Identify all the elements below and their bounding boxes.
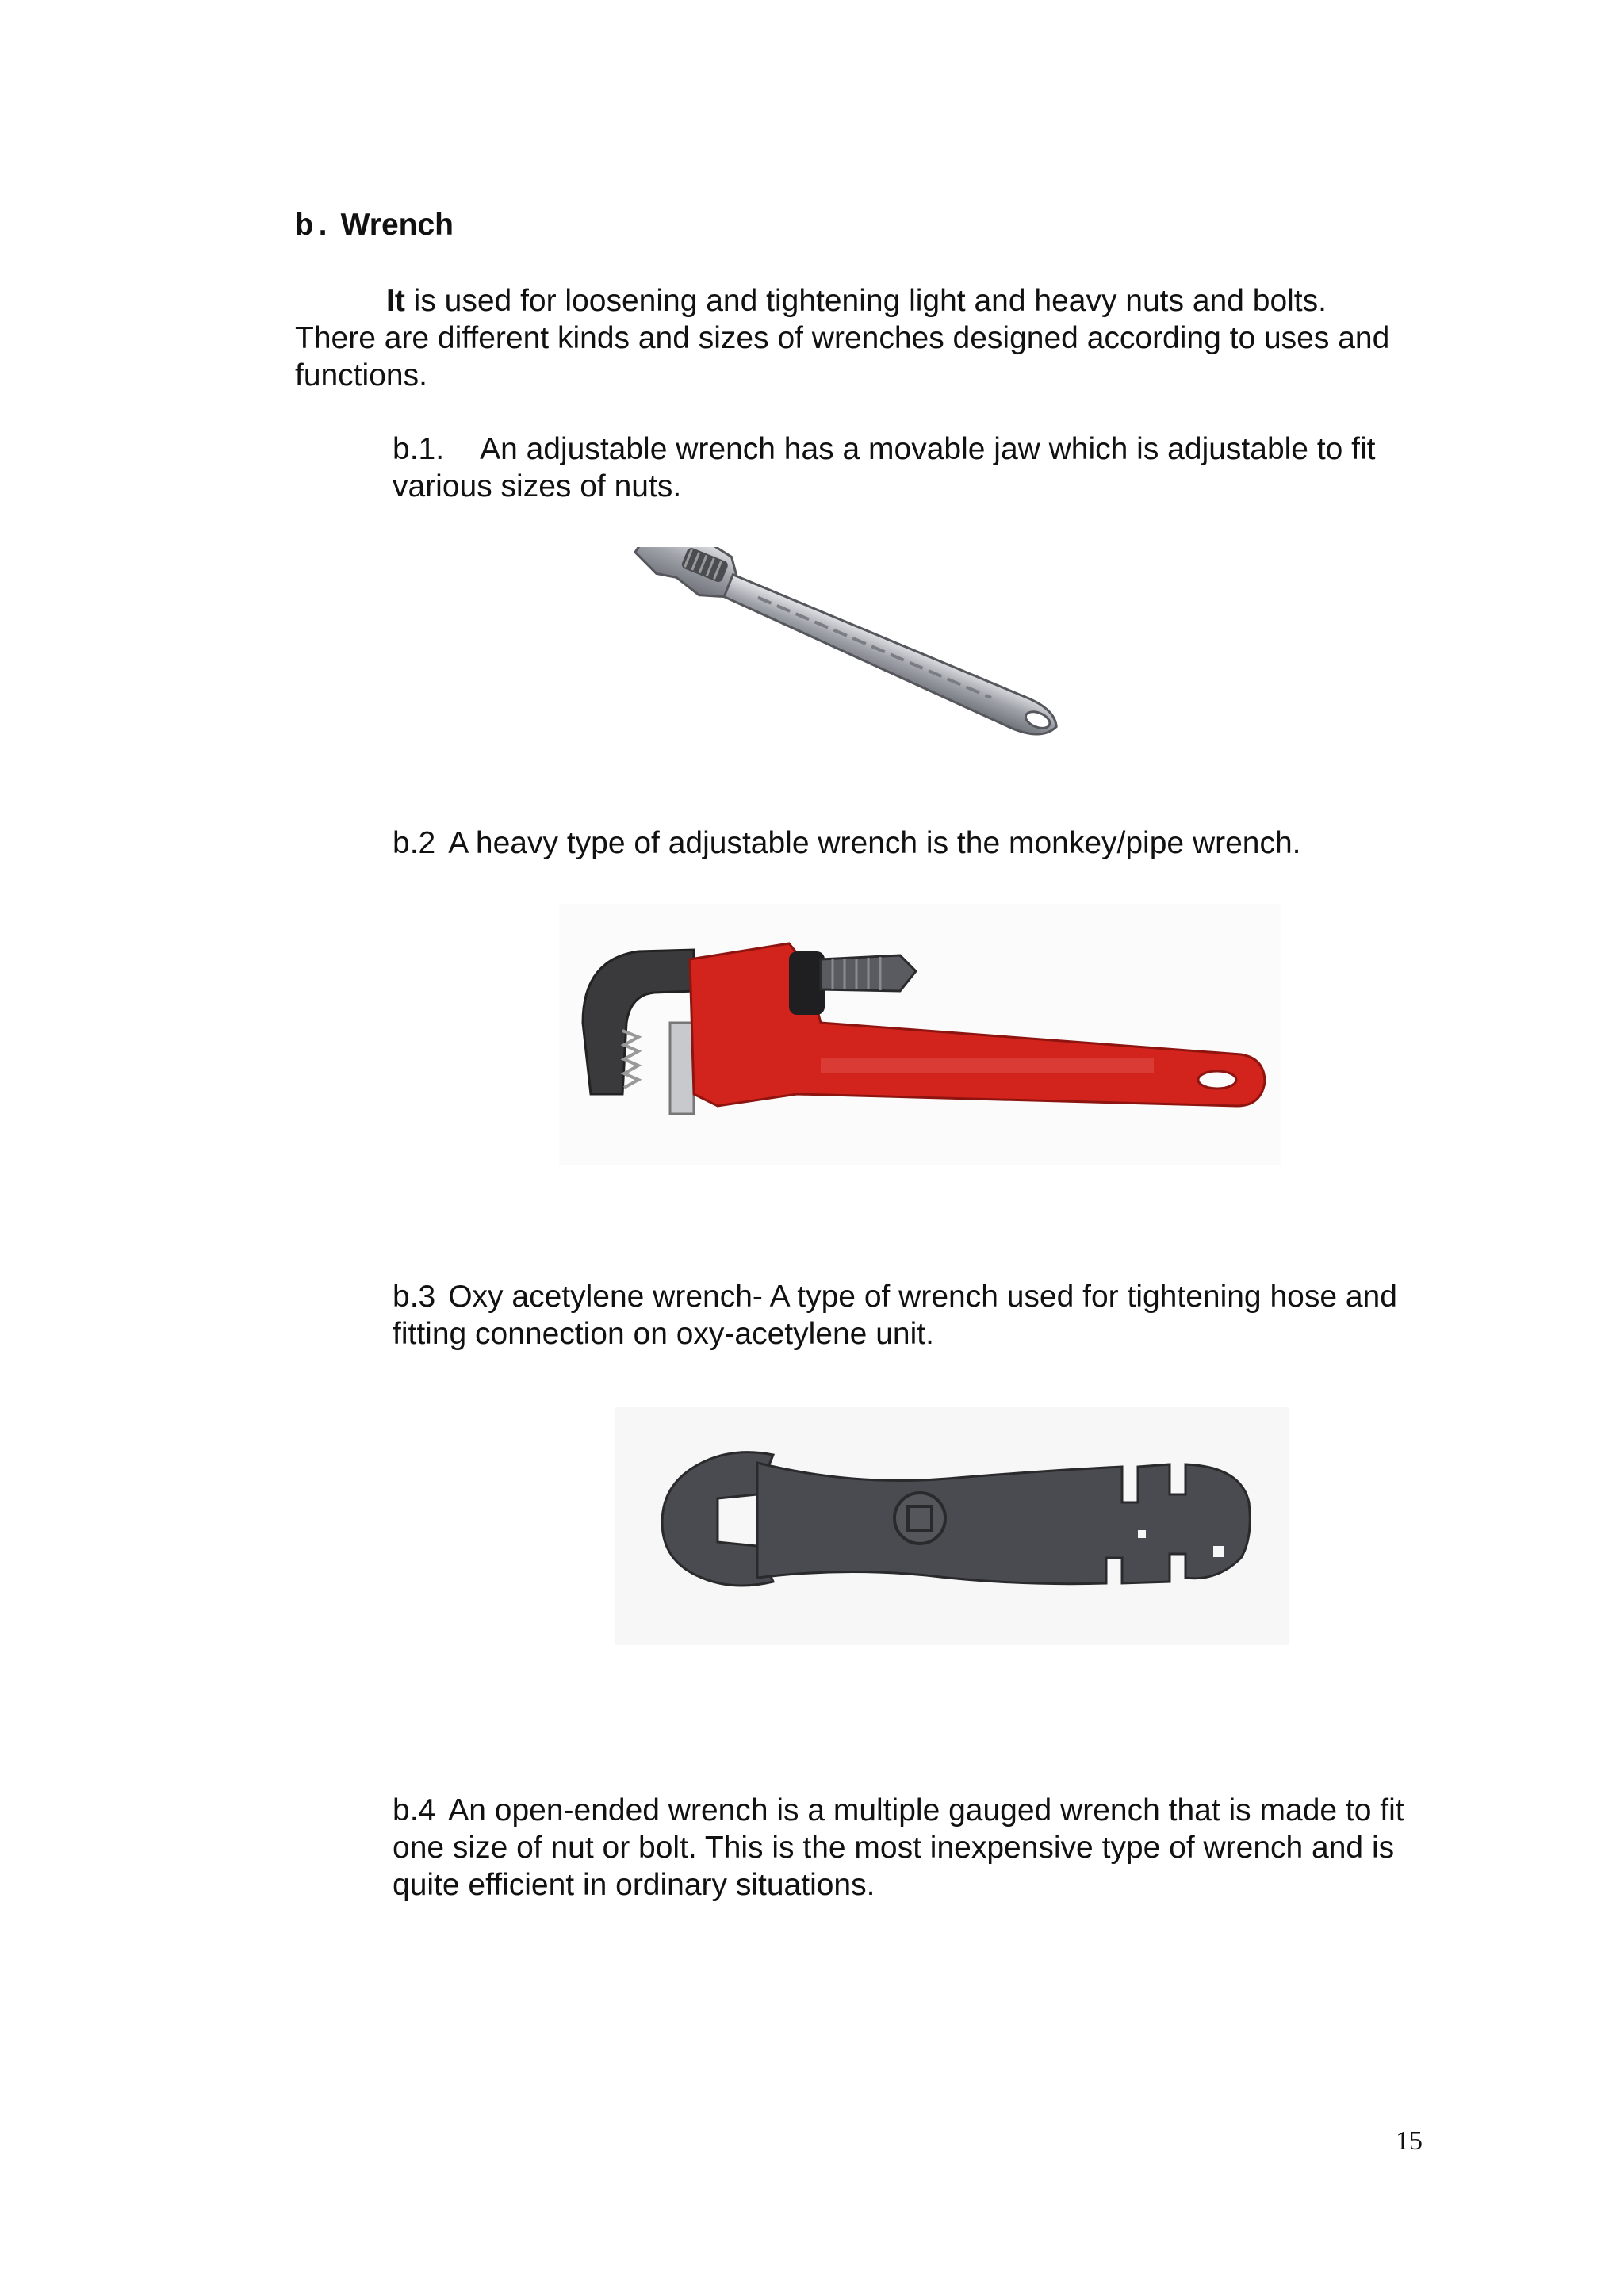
item-b4-label: b.4 [393,1793,436,1827]
item-b2-label: b.2 [393,826,436,860]
item-b1 [393,430,1423,505]
item-b3-label: b.3 [393,1280,436,1314]
item-b4-text: An open-ended wrench is a multiple gauged wrench that is made to fit one size of nut or bolt. This is the most inexpensive type of wrench and is quite efficient in ordinary situations. [393,1793,1404,1902]
intro-paragraph [295,282,1405,394]
item-b4 [393,1792,1423,1904]
item-b2 [393,825,1423,862]
item-b2-text: A heavy type of adjustable wrench is the monkey/pipe wrench. [448,826,1301,860]
item-b3-text: Oxy acetylene wrench- A type of wrench used for tightening hose and fitting connection on oxy-acetylene unit. [393,1280,1397,1351]
intro-lead: It [386,284,405,318]
item-b1-text: An adjustable wrench has a movable jaw which is adjustable to fit various sizes of nuts. [393,432,1376,503]
oxy-acetylene-wrench-image [615,1407,1289,1645]
item-b1-label: b.1. [393,432,445,466]
pipe-wrench-image [559,904,1281,1165]
section-title: Wrench [340,208,454,242]
item-b3 [393,1278,1423,1353]
page-number: 15 [1396,2126,1423,2156]
section-label: b. [295,209,332,244]
adjustable-wrench-image [587,547,1126,753]
section-heading [295,208,454,244]
intro-text: is used for loosening and tightening light and heavy nuts and bolts. There are different kinds and sizes of wrenches designed according to uses and functions. [295,284,1390,392]
